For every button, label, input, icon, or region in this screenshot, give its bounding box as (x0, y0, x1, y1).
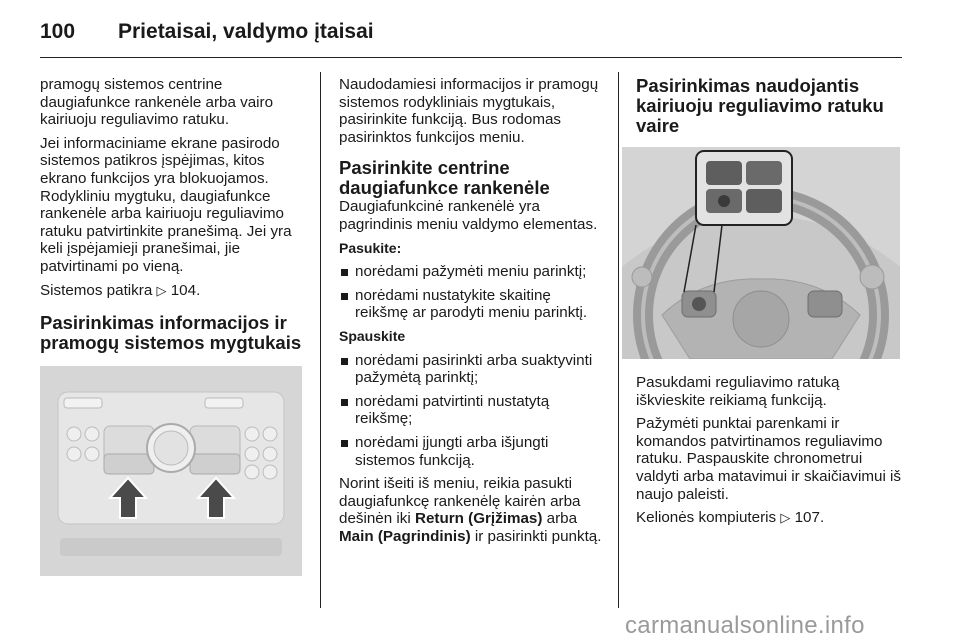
press-label: Spauskite (339, 327, 406, 344)
bullet-square-icon (341, 440, 348, 447)
col1-section-heading: Pasirinkimas informacijos ir pramogų sistemos mygtukais (40, 312, 302, 354)
col2-paragraph-2: Daugiafunkcinė rankenėlė yra pagrindinis meniu valdymo elementas. (339, 198, 598, 233)
col1-paragraph-3 (40, 282, 315, 300)
system-check-page-ref: 104. (170, 281, 201, 299)
steering-wheel-image (622, 147, 900, 359)
exit-text-3: ir pasirinkti punktą. (470, 527, 602, 545)
reference-arrow-icon: ▷ (780, 510, 791, 526)
reference-arrow-icon: ▷ (156, 282, 167, 298)
list-item (339, 434, 607, 469)
col3-paragraph-1: Pasukdami reguliavimo ratuką iškvieskite reikiamą funkciją. (636, 374, 840, 409)
col1-paragraph-2: Jei informaciniame ekrane pasirodo sistemos patikros įspėjimas, kitos ekrano funkcijos yra blokuojamos. Rodykliniu mygtuku, daugiafunkce rankenėle arba kairiuoju reguliavimo ratuku patvirtinkite pranešimą. Jei yra keli įspėjamieji pranešimai, jie patvirtinami po vieną. (40, 134, 292, 275)
bullet-square-icon (341, 399, 348, 406)
column-divider-1 (320, 72, 321, 608)
column-3 (636, 76, 904, 150)
col2-paragraph-3 (339, 475, 607, 545)
column-divider-2 (618, 72, 619, 608)
col3-paragraph-3 (636, 509, 904, 527)
turn-list (339, 263, 607, 322)
list-item-text: norėdami pasirinkti arba suaktyvinti pažymėtą parinktį; (355, 351, 593, 387)
exit-text-1: Norint išeiti iš meniu, reikia pasukti daugiafunkcę rankenėlę kairėn arba dešinėn iki (339, 475, 581, 528)
col1-paragraph-1: pramogų sistemos centrine daugiafunkce rankenėle arba vairo kairiuoju reguliavimo ratuku. (40, 76, 274, 129)
list-item-text: norėdami nustatykite skaitinę reikšmę ar parodyti meniu parinktį. (355, 286, 588, 322)
bullet-square-icon (341, 293, 348, 300)
return-option: Return (Grįžimas) (414, 510, 543, 528)
watermark: carmanualsonline.info (625, 612, 865, 639)
column-1 (40, 76, 315, 359)
page-number: 100 (40, 20, 76, 43)
trip-computer-text: Kelionės kompiuteris (636, 509, 777, 527)
column-2 (339, 76, 607, 551)
list-item (339, 287, 607, 322)
header-rule (40, 57, 902, 58)
col2-section-heading: Pasirinkite centrine daugiafunkce rankenėle (339, 157, 550, 199)
turn-label: Pasukite: (339, 239, 402, 256)
exit-text-2: arba (542, 510, 578, 528)
bullet-square-icon (341, 269, 348, 276)
press-list (339, 352, 607, 470)
col3-section-heading: Pasirinkimas naudojantis kairiuoju reguliavimo ratuku vaire (636, 75, 884, 136)
bullet-square-icon (341, 358, 348, 365)
infotainment-buttons-image (40, 366, 302, 576)
list-item-text: norėdami įjungti arba išjungti sistemos funkciją. (355, 433, 549, 469)
list-item (339, 263, 607, 281)
col2-paragraph-1: Naudodamiesi informacijos ir pramogų sistemos rodykliniais mygtukais, pasirinkite funkciją. Bus rodomas pasirinktos funkcijos meniu. (339, 76, 599, 146)
col3-paragraph-2: Pažymėti punktai parenkami ir komandos patvirtinamos reguliavimo ratuku. Paspauskite chronometrui valdyti arba matavimui ir skaičiavimui iš naujo paleisti. (636, 415, 902, 503)
trip-computer-page-ref: 107. (794, 509, 825, 527)
column-3-body (636, 374, 904, 533)
page-title: Prietaisai, valdymo įtaisai (118, 20, 374, 43)
system-check-text: Sistemos patikra (40, 281, 153, 299)
list-item-text: norėdami patvirtinti nustatytą reikšmę; (355, 392, 550, 428)
main-option: Main (Pagrindinis) (339, 527, 471, 545)
page-header (0, 0, 960, 60)
list-item-text: norėdami pažymėti meniu parinktį; (355, 263, 587, 281)
list-item (339, 352, 607, 387)
list-item (339, 393, 607, 428)
